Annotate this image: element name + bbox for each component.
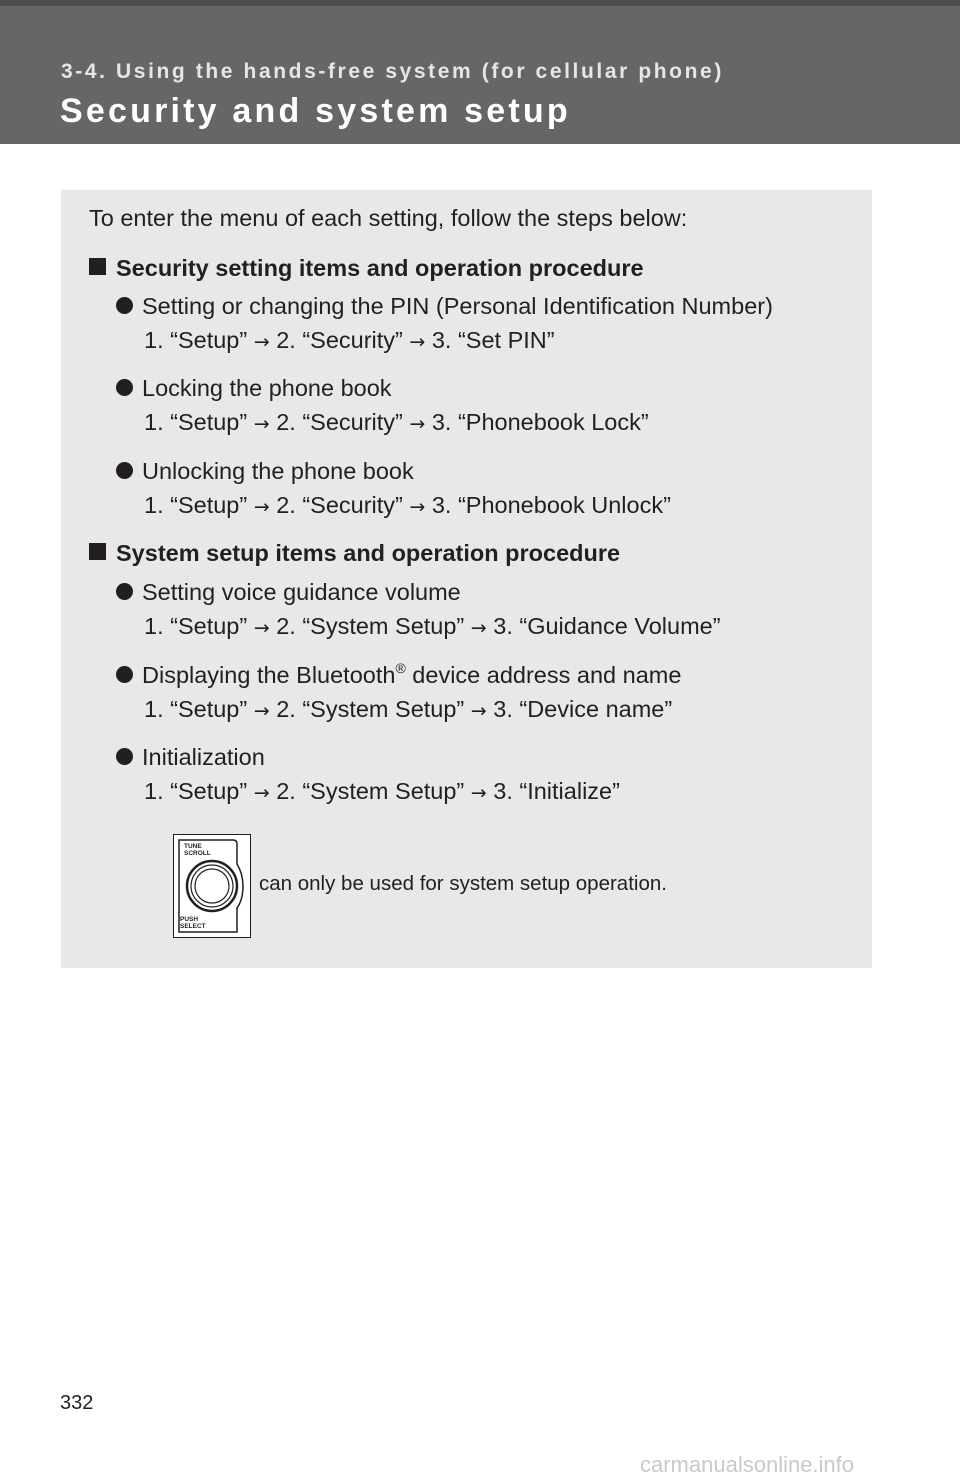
knob-note: can only be used for system setup operation. — [259, 872, 667, 895]
list-item — [116, 746, 265, 770]
arrow-right-icon: → — [253, 496, 270, 518]
intro-text: To enter the menu of each setting, follow the steps below: — [89, 205, 688, 231]
step: 3. “Device name” — [493, 696, 673, 722]
arrow-right-icon: → — [409, 331, 426, 353]
section-label: 3-4. Using the hands-free system (for cellular phone) — [61, 60, 724, 83]
item-label: Setting voice guidance volume — [142, 579, 461, 605]
security-heading — [89, 257, 644, 281]
step-path — [144, 411, 649, 435]
arrow-right-icon: → — [253, 700, 270, 722]
step: 3. “Guidance Volume” — [493, 613, 721, 639]
arrow-right-icon: → — [253, 617, 270, 639]
registered-mark: ® — [395, 660, 406, 676]
step: 2. “System Setup” — [276, 613, 465, 639]
item-label: Displaying the Bluetooth — [142, 662, 396, 688]
page-title: Security and system setup — [60, 92, 571, 130]
step: 1. “Setup” — [144, 778, 248, 804]
bullet-icon — [116, 583, 133, 600]
arrow-right-icon: → — [253, 331, 270, 353]
arrow-right-icon: → — [470, 617, 487, 639]
step: 2. “System Setup” — [276, 696, 465, 722]
arrow-right-icon: → — [409, 413, 426, 435]
step: 2. “Security” — [276, 492, 403, 518]
list-item — [116, 295, 773, 319]
bullet-icon — [116, 666, 133, 683]
watermark: carmanualsonline.info — [640, 1452, 855, 1477]
arrow-right-icon: → — [409, 496, 426, 518]
step: 3. “Initialize” — [493, 778, 620, 804]
tune-scroll-knob-icon — [173, 834, 251, 938]
knob-label-scroll: SCROLL — [184, 850, 211, 857]
step: 2. “Security” — [276, 327, 403, 353]
step-path — [144, 780, 620, 804]
square-bullet-icon — [89, 543, 106, 560]
square-bullet-icon — [89, 258, 106, 275]
step: 1. “Setup” — [144, 613, 248, 639]
knob-label-tune: TUNE — [184, 843, 202, 850]
step: 3. “Phonebook Lock” — [431, 409, 649, 435]
knob-label-select: SELECT — [180, 923, 206, 930]
system-heading — [89, 542, 620, 566]
system-heading-text: System setup items and operation procedure — [116, 540, 621, 566]
step: 2. “System Setup” — [276, 778, 465, 804]
step: 1. “Setup” — [144, 696, 248, 722]
arrow-right-icon: → — [470, 782, 487, 804]
bullet-icon — [116, 748, 133, 765]
list-item — [116, 377, 392, 401]
step: 2. “Security” — [276, 409, 403, 435]
security-heading-text: Security setting items and operation procedure — [116, 255, 644, 281]
step: 1. “Setup” — [144, 327, 248, 353]
item-label: Setting or changing the PIN (Personal Identification Number) — [142, 293, 773, 319]
arrow-right-icon: → — [470, 700, 487, 722]
step: 1. “Setup” — [144, 492, 248, 518]
item-label: Locking the phone book — [142, 375, 392, 401]
knob-label-push: PUSH — [180, 916, 199, 923]
page-header — [0, 0, 960, 144]
step-path — [144, 698, 672, 722]
step-path — [144, 494, 671, 518]
bullet-icon — [116, 379, 133, 396]
step-path — [144, 615, 721, 639]
bullet-icon — [116, 297, 133, 314]
step: 1. “Setup” — [144, 409, 248, 435]
step-path — [144, 329, 555, 353]
bullet-icon — [116, 462, 133, 479]
arrow-right-icon: → — [253, 413, 270, 435]
item-label-rest: device address and name — [405, 662, 682, 688]
item-label: Initialization — [142, 744, 265, 770]
arrow-right-icon: → — [253, 782, 270, 804]
list-item — [116, 581, 461, 605]
header-edge — [0, 0, 960, 6]
page-number: 332 — [60, 1392, 94, 1414]
step: 3. “Phonebook Unlock” — [431, 492, 671, 518]
list-item — [116, 460, 414, 484]
list-item — [116, 660, 682, 688]
step: 3. “Set PIN” — [431, 327, 555, 353]
item-label: Unlocking the phone book — [142, 458, 414, 484]
